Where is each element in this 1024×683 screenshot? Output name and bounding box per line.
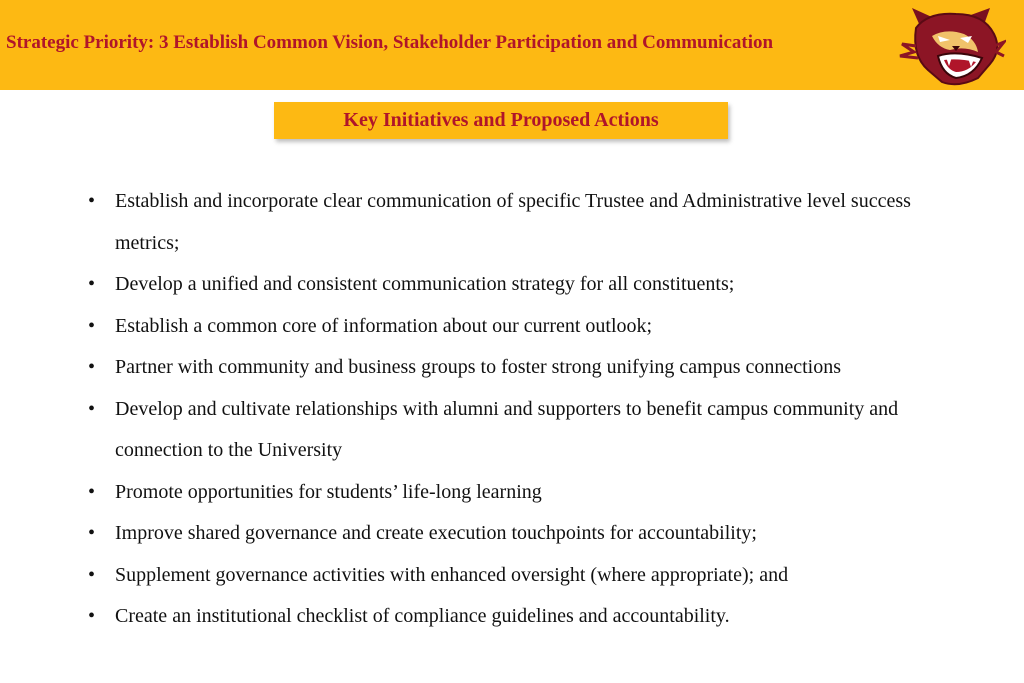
page-title: Strategic Priority: 3 Establish Common Vision, Stakeholder Participation and Communication	[6, 32, 774, 53]
list-item: • Partner with community and business groups to foster strong unifying campus connections	[84, 347, 974, 389]
bullet-icon: •	[88, 190, 96, 212]
initiatives-list	[84, 181, 974, 638]
list-item: • Establish and incorporate clear communication of specific Trustee and Administrative level success metrics;	[84, 181, 974, 264]
list-item: • Improve shared governance and create execution touchpoints for accountability;	[84, 513, 974, 555]
list-item: • Establish a common core of information about our current outlook;	[84, 306, 974, 348]
header-bar	[0, 0, 1024, 90]
bullet-icon: •	[88, 273, 96, 295]
bullet-icon: •	[88, 605, 96, 627]
section-heading-label: Key Initiatives and Proposed Actions	[343, 109, 659, 131]
list-item: • Develop a unified and consistent communication strategy for all constituents;	[84, 264, 974, 306]
bullet-icon: •	[88, 397, 96, 420]
bullet-icon: •	[88, 522, 96, 544]
bullet-icon: •	[88, 356, 96, 378]
bullet-icon: •	[88, 314, 96, 337]
section-heading	[274, 102, 728, 139]
list-item: • Supplement governance activities with enhanced oversight (where appropriate); and	[84, 555, 974, 597]
list-item: • Create an institutional checklist of compliance guidelines and accountability.	[84, 596, 974, 638]
bullet-icon: •	[88, 563, 96, 586]
bullet-icon: •	[88, 480, 96, 503]
list-item: • Promote opportunities for students’ life-long learning	[84, 472, 974, 514]
list-item: • Develop and cultivate relationships with alumni and supporters to benefit campus community and connection to the University	[84, 389, 974, 472]
wildcat-mascot-icon	[898, 6, 1006, 90]
